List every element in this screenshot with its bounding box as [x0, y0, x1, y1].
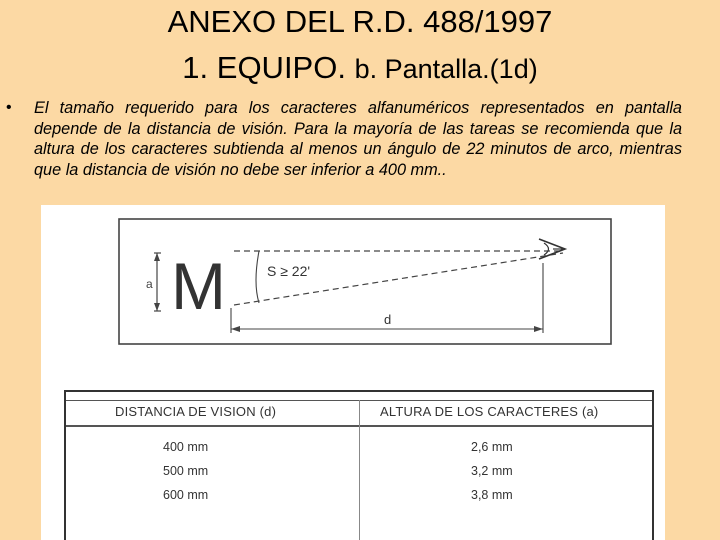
- table-row: [66, 440, 652, 460]
- slide-title-line-1: ANEXO DEL R.D. 488/1997: [167, 4, 553, 39]
- header-height: ALTURA DE LOS CARACTERES (a): [380, 404, 599, 419]
- cell-height: 3,8 mm: [471, 488, 513, 502]
- height-label: a: [146, 277, 153, 291]
- title-section: 1. EQUIPO.: [182, 50, 346, 85]
- table-row: [66, 488, 652, 508]
- angle-label: S ≥ 22': [267, 263, 311, 279]
- height-arrow-top: [154, 253, 160, 261]
- character-size-table: [64, 390, 654, 540]
- scanned-figure: [41, 205, 665, 540]
- sample-letter: M: [171, 249, 226, 323]
- bullet-text: El tamaño requerido para los caracteres alfanuméricos representados en pantalla depende de la distancia de visión. Para la mayoría de las tareas se recomienda que la altura de los caracteres subtienda al menos un ángulo de 22 minutos de arco, mientras que la distancia de visión no debe ser inferior a 400 mm..: [34, 99, 682, 179]
- distance-arrow-right: [534, 326, 543, 332]
- height-arrow-bottom: [154, 303, 160, 311]
- sight-line-bottom: [234, 253, 563, 305]
- header-distance: DISTANCIA DE VISION (d): [115, 404, 277, 419]
- title-subsection: b. Pantalla.(1d): [354, 54, 538, 84]
- distance-label: d: [384, 312, 392, 327]
- cell-distance: 500 mm: [163, 464, 209, 478]
- distance-arrow-left: [231, 326, 240, 332]
- slide-title-line-2: [0, 48, 720, 89]
- table-row: [66, 464, 652, 484]
- cell-distance: 400 mm: [163, 440, 209, 454]
- bullet-icon: •: [6, 99, 12, 116]
- viewing-diagram: [41, 205, 665, 385]
- cell-distance: 600 mm: [163, 488, 209, 502]
- bullet-paragraph: [6, 98, 682, 180]
- angle-arc: [256, 251, 259, 303]
- cell-height: 3,2 mm: [471, 464, 513, 478]
- cell-height: 2,6 mm: [471, 440, 513, 454]
